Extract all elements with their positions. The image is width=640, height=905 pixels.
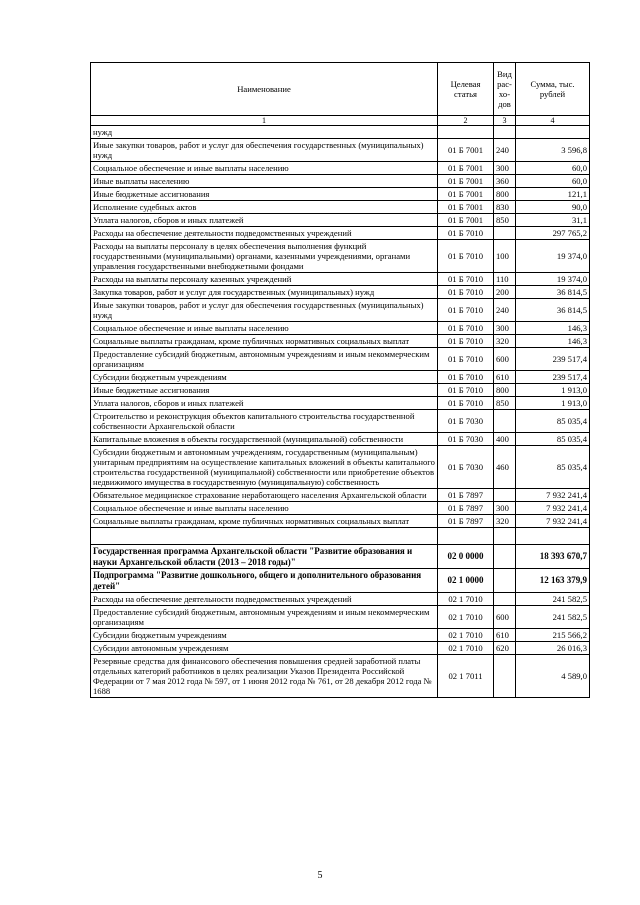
row-code-cell: 01 Б 7010 xyxy=(438,335,494,348)
row-name-cell: Уплата налогов, сборов и иных платежей xyxy=(91,214,438,227)
row-code-cell xyxy=(438,528,494,545)
row-name-cell: Подпрограмма "Развитие дошкольного, общего и дополнительного образования детей" xyxy=(91,569,438,593)
row-name-cell: Социальное обеспечение и иные выплаты населению xyxy=(91,162,438,175)
row-code-cell: 01 Б 7897 xyxy=(438,502,494,515)
row-code-cell: 01 Б 7010 xyxy=(438,273,494,286)
row-sum-cell: 1 913,0 xyxy=(516,397,590,410)
row-type-cell: 610 xyxy=(494,629,516,642)
row-name-cell: Социальные выплаты гражданам, кроме публичных нормативных социальных выплат xyxy=(91,515,438,528)
row-sum-cell: 85 035,4 xyxy=(516,410,590,433)
row-name-cell: Иные закупки товаров, работ и услуг для обеспечения государственных (муниципальных) нужд xyxy=(91,139,438,162)
row-code-cell: 01 Б 7030 xyxy=(438,410,494,433)
row-type-cell: 800 xyxy=(494,384,516,397)
row-sum-cell: 146,3 xyxy=(516,322,590,335)
row-name-cell: Государственная программа Архангельской области "Развитие образования и науки Архангельской области (2013 – 2018 годы)" xyxy=(91,545,438,569)
row-type-cell: 320 xyxy=(494,335,516,348)
row-name-cell: Субсидии бюджетным и автономным учреждениям, государственным (муниципальным) унитарным предприятиям на осуществление капитальных вложений в объекты капитального строительства государственной (муниципальной) собственности или приобретение объектов недвижимого имущества в государственную (муниципальную) собственность xyxy=(91,446,438,489)
row-code-cell: 01 Б 7001 xyxy=(438,214,494,227)
row-type-cell: 300 xyxy=(494,322,516,335)
table-row xyxy=(91,227,590,240)
row-sum-cell: 85 035,4 xyxy=(516,433,590,446)
row-name-cell: Социальное обеспечение и иные выплаты населению xyxy=(91,502,438,515)
row-sum-cell: 241 582,5 xyxy=(516,593,590,606)
row-sum-cell: 7 932 241,4 xyxy=(516,515,590,528)
row-name-cell xyxy=(91,528,438,545)
row-type-cell xyxy=(494,489,516,502)
row-type-cell: 200 xyxy=(494,286,516,299)
table-row xyxy=(91,489,590,502)
table-row xyxy=(91,515,590,528)
row-type-cell xyxy=(494,227,516,240)
table-row xyxy=(91,126,590,139)
table-row xyxy=(91,371,590,384)
row-type-cell: 100 xyxy=(494,240,516,273)
column-number: 4 xyxy=(516,116,590,126)
row-sum-cell: 121,1 xyxy=(516,188,590,201)
row-code-cell: 01 Б 7030 xyxy=(438,446,494,489)
row-code-cell: 02 1 7011 xyxy=(438,655,494,698)
row-name-cell: Иные бюджетные ассигнования xyxy=(91,188,438,201)
row-name-cell: Расходы на выплаты персоналу казенных учреждений xyxy=(91,273,438,286)
row-sum-cell: 19 374,0 xyxy=(516,240,590,273)
table-row xyxy=(91,384,590,397)
row-type-cell: 240 xyxy=(494,299,516,322)
row-name-cell: Иные закупки товаров, работ и услуг для обеспечения государственных (муниципальных) нужд xyxy=(91,299,438,322)
table-row xyxy=(91,286,590,299)
row-sum-cell: 12 163 379,9 xyxy=(516,569,590,593)
row-name-cell: нужд xyxy=(91,126,438,139)
row-type-cell xyxy=(494,569,516,593)
row-name-cell: Социальные выплаты гражданам, кроме публичных нормативных социальных выплат xyxy=(91,335,438,348)
row-type-cell xyxy=(494,545,516,569)
table-header-row xyxy=(91,63,590,116)
table-row xyxy=(91,410,590,433)
budget-table xyxy=(90,62,590,698)
row-type-cell: 600 xyxy=(494,348,516,371)
row-type-cell: 600 xyxy=(494,606,516,629)
table-row xyxy=(91,502,590,515)
table-row xyxy=(91,606,590,629)
table-row xyxy=(91,175,590,188)
row-name-cell: Резервные средства для финансового обеспечения повышения средней заработной платы отдельных категорий работников в целях реализации Указов Президента Российской Федерации от 7 мая 2012 года № 597, от 1 июня 2012 года № 761, от 28 декабря 2012 года № 1688 xyxy=(91,655,438,698)
table-row xyxy=(91,593,590,606)
row-code-cell: 01 Б 7010 xyxy=(438,371,494,384)
table-row xyxy=(91,240,590,273)
page-number: 5 xyxy=(317,870,323,881)
row-type-cell: 110 xyxy=(494,273,516,286)
row-name-cell: Субсидии автономным учреждениям xyxy=(91,642,438,655)
row-type-cell xyxy=(494,655,516,698)
row-sum-cell: 26 016,3 xyxy=(516,642,590,655)
row-sum-cell: 19 374,0 xyxy=(516,273,590,286)
row-name-cell: Расходы на выплаты персоналу в целях обеспечения выполнения функций государственными (муниципальными) органами, казенными учреждениями, органами управления государственными внебюджетными фондами xyxy=(91,240,438,273)
column-numbers-row xyxy=(91,116,590,126)
table-row xyxy=(91,528,590,545)
row-type-cell: 300 xyxy=(494,502,516,515)
row-sum-cell: 90,0 xyxy=(516,201,590,214)
row-type-cell: 800 xyxy=(494,188,516,201)
table-row xyxy=(91,348,590,371)
row-type-cell: 610 xyxy=(494,371,516,384)
row-type-cell xyxy=(494,126,516,139)
row-code-cell xyxy=(438,126,494,139)
row-code-cell: 02 1 0000 xyxy=(438,569,494,593)
table-row xyxy=(91,446,590,489)
row-code-cell: 02 1 7010 xyxy=(438,629,494,642)
row-name-cell: Предоставление субсидий бюджетным, автономным учреждениям и иным некоммерческим организациям xyxy=(91,606,438,629)
row-name-cell: Расходы на обеспечение деятельности подведомственных учреждений xyxy=(91,593,438,606)
row-code-cell: 01 Б 7001 xyxy=(438,188,494,201)
row-code-cell: 01 Б 7010 xyxy=(438,299,494,322)
row-type-cell: 620 xyxy=(494,642,516,655)
table-row xyxy=(91,139,590,162)
table-row xyxy=(91,214,590,227)
row-code-cell: 01 Б 7030 xyxy=(438,433,494,446)
header-sum: Сумма, тыс. рублей xyxy=(516,63,590,116)
row-name-cell: Предоставление субсидий бюджетным, автономным учреждениям и иным некоммерческим организациям xyxy=(91,348,438,371)
row-type-cell xyxy=(494,593,516,606)
row-type-cell xyxy=(494,528,516,545)
row-sum-cell: 31,1 xyxy=(516,214,590,227)
row-sum-cell: 239 517,4 xyxy=(516,348,590,371)
row-code-cell: 01 Б 7001 xyxy=(438,201,494,214)
header-code: Целевая статья xyxy=(438,63,494,116)
row-name-cell: Иные выплаты населению xyxy=(91,175,438,188)
row-name-cell: Субсидии бюджетным учреждениям xyxy=(91,629,438,642)
table-row xyxy=(91,188,590,201)
column-number: 1 xyxy=(91,116,438,126)
row-name-cell: Капитальные вложения в объекты государственной (муниципальной) собственности xyxy=(91,433,438,446)
row-type-cell: 240 xyxy=(494,139,516,162)
row-sum-cell xyxy=(516,528,590,545)
row-name-cell: Уплата налогов, сборов и иных платежей xyxy=(91,397,438,410)
row-sum-cell: 18 393 670,7 xyxy=(516,545,590,569)
table-row xyxy=(91,273,590,286)
table-row xyxy=(91,433,590,446)
row-type-cell: 460 xyxy=(494,446,516,489)
row-sum-cell xyxy=(516,126,590,139)
row-code-cell: 01 Б 7001 xyxy=(438,139,494,162)
column-number: 3 xyxy=(494,116,516,126)
row-sum-cell: 297 765,2 xyxy=(516,227,590,240)
row-sum-cell: 85 035,4 xyxy=(516,446,590,489)
row-sum-cell: 239 517,4 xyxy=(516,371,590,384)
row-code-cell: 01 Б 7010 xyxy=(438,322,494,335)
row-code-cell: 01 Б 7010 xyxy=(438,227,494,240)
table-row xyxy=(91,299,590,322)
row-type-cell: 400 xyxy=(494,433,516,446)
row-sum-cell: 4 589,0 xyxy=(516,655,590,698)
row-type-cell: 320 xyxy=(494,515,516,528)
row-code-cell: 02 1 7010 xyxy=(438,642,494,655)
table-row xyxy=(91,335,590,348)
row-type-cell: 360 xyxy=(494,175,516,188)
table-row xyxy=(91,629,590,642)
row-type-cell xyxy=(494,410,516,433)
row-code-cell: 01 Б 7010 xyxy=(438,397,494,410)
row-sum-cell: 7 932 241,4 xyxy=(516,489,590,502)
row-sum-cell: 60,0 xyxy=(516,175,590,188)
row-sum-cell: 36 814,5 xyxy=(516,299,590,322)
row-name-cell: Субсидии бюджетным учреждениям xyxy=(91,371,438,384)
row-code-cell: 02 1 7010 xyxy=(438,593,494,606)
table-row xyxy=(91,397,590,410)
row-name-cell: Социальное обеспечение и иные выплаты населению xyxy=(91,322,438,335)
row-code-cell: 01 Б 7010 xyxy=(438,240,494,273)
row-sum-cell: 3 596,8 xyxy=(516,139,590,162)
row-sum-cell: 146,3 xyxy=(516,335,590,348)
row-name-cell: Закупка товаров, работ и услуг для государственных (муниципальных) нужд xyxy=(91,286,438,299)
row-name-cell: Расходы на обеспечение деятельности подведомственных учреждений xyxy=(91,227,438,240)
row-name-cell: Обязательное медицинское страхование неработающего населения Архангельской области xyxy=(91,489,438,502)
column-number: 2 xyxy=(438,116,494,126)
header-type: Вид рас-хо-дов xyxy=(494,63,516,116)
row-name-cell: Исполнение судебных актов xyxy=(91,201,438,214)
row-code-cell: 01 Б 7010 xyxy=(438,348,494,371)
table-row xyxy=(91,162,590,175)
table-row xyxy=(91,569,590,593)
table-row xyxy=(91,655,590,698)
row-sum-cell: 241 582,5 xyxy=(516,606,590,629)
table-body xyxy=(91,126,590,698)
row-code-cell: 02 0 0000 xyxy=(438,545,494,569)
row-type-cell: 850 xyxy=(494,397,516,410)
row-code-cell: 01 Б 7010 xyxy=(438,384,494,397)
row-code-cell: 01 Б 7897 xyxy=(438,489,494,502)
row-type-cell: 300 xyxy=(494,162,516,175)
row-code-cell: 01 Б 7001 xyxy=(438,175,494,188)
row-code-cell: 01 Б 7010 xyxy=(438,286,494,299)
row-type-cell: 830 xyxy=(494,201,516,214)
row-code-cell: 02 1 7010 xyxy=(438,606,494,629)
row-sum-cell: 36 814,5 xyxy=(516,286,590,299)
row-code-cell: 01 Б 7897 xyxy=(438,515,494,528)
table-row xyxy=(91,642,590,655)
row-name-cell: Строительство и реконструкция объектов капитального строительства государственной собственности Архангельской области xyxy=(91,410,438,433)
row-sum-cell: 1 913,0 xyxy=(516,384,590,397)
row-sum-cell: 215 566,2 xyxy=(516,629,590,642)
row-name-cell: Иные бюджетные ассигнования xyxy=(91,384,438,397)
table-row xyxy=(91,545,590,569)
table-row xyxy=(91,322,590,335)
row-code-cell: 01 Б 7001 xyxy=(438,162,494,175)
row-type-cell: 850 xyxy=(494,214,516,227)
row-sum-cell: 7 932 241,4 xyxy=(516,502,590,515)
row-sum-cell: 60,0 xyxy=(516,162,590,175)
table-row xyxy=(91,201,590,214)
header-name: Наименование xyxy=(91,63,438,116)
